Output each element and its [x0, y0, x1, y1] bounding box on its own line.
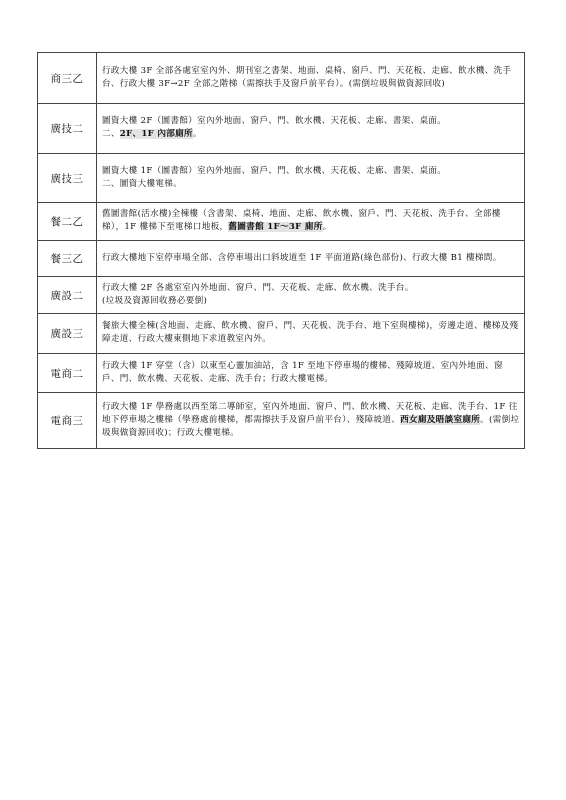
area-text: 圖資大樓 1F（圖書館）室內外地面、窗戶、門、飲水機、天花板、走廊、書架、桌面。 [102, 165, 447, 176]
area-text-segment: 舊圖書館(活水樓)全棟樓（含書架、桌椅、地面、走廊、飲水機、窗戶、門、天花板、洗手台、全部樓梯），1F 樓梯下至電梯口地板， [102, 209, 501, 232]
area-text: (垃圾及資源回收務必要倒) [102, 295, 208, 306]
area-text: 圖資大樓 2F（圖書館）室內外地面、窗戶、門、飲水機、天花板、走廊、書架、桌面。 [102, 116, 447, 126]
area-text [102, 208, 520, 234]
class-name-cell: 餐三乙 [38, 241, 97, 277]
assigned-area-cell [97, 314, 525, 354]
class-name-cell: 商三乙 [38, 53, 97, 104]
assigned-area-cell [97, 104, 525, 154]
highlighted-restroom-text: 2F、1F 內部廁所 [119, 129, 193, 139]
table-row [38, 277, 525, 314]
area-text-segment: 。 [322, 222, 332, 232]
table-row [38, 203, 525, 241]
highlighted-restroom-text: 舊圖書館 1F～3F 廁所 [228, 222, 323, 232]
area-text [102, 128, 520, 141]
area-text: 行政大樓地下室停車場全部、含停車場出口斜坡道至 1F 平面道路(綠色部份)、行政大樓 B1 樓梯間。 [102, 252, 502, 263]
assigned-area-cell [97, 241, 525, 277]
assigned-area-cell [97, 277, 525, 314]
table-row [38, 154, 525, 203]
area-text: 行政大樓 3F 全部各處室室內外、期刊室之書架、地面、桌椅、窗戶、門、天花板、走廊、飲水機、洗手台、行政大樓 3F→2F 全部之階梯（需擦扶手及窗戶前平台）。(需倒垃圾與做資源回收) [102, 65, 512, 89]
class-name-cell: 電商二 [38, 354, 97, 393]
class-name-cell: 電商三 [38, 393, 97, 449]
area-text: 二、圖資大樓電梯。 [102, 178, 183, 189]
cleaning-assignment-table [37, 52, 525, 449]
table-row [38, 104, 525, 154]
class-name-cell: 廣設三 [38, 314, 97, 354]
table-row [38, 53, 525, 104]
assigned-area-cell [97, 203, 525, 241]
assigned-area-cell [97, 354, 525, 393]
table-row [38, 241, 525, 277]
assigned-area-cell [97, 393, 525, 449]
assigned-area-cell [97, 154, 525, 203]
area-text-segment: 行政大樓 1F 學務處以西至第二導師室，室內外地面、窗戶、門、飲水機、天花板、走廊、洗手台、1F 往地下停車場之樓梯（學務處前樓梯，都需擦扶手及窗戶前平台）、殘障坡道、 [102, 401, 518, 425]
table-row [38, 314, 525, 354]
area-text: 行政大樓 2F 各處室室內外地面、窗戶、門、天花板、走廊、飲水機、洗手台。 [102, 282, 414, 293]
class-name-cell: 廣設二 [38, 277, 97, 314]
area-text: 行政大樓 1F 穿堂（含）以東至心靈加油站，含 1F 至地下停車場的樓梯、殘障坡道、室內外地面、窗戶、門、飲水機、天花板、走廊、洗手台；行政大樓電梯。 [102, 360, 503, 384]
class-name-cell: 餐二乙 [38, 203, 97, 241]
area-text-segment: 二、 [102, 129, 120, 139]
table-row [38, 393, 525, 449]
area-text-segment: 。(需倒垃圾與做資源回收)；行政大樓電梯。 [102, 414, 520, 438]
highlighted-restroom-text: 西女廁及晤談室廁所 [400, 414, 481, 425]
assigned-area-cell [97, 53, 525, 104]
area-text-segment: 。 [192, 129, 202, 139]
class-name-cell: 廣技三 [38, 154, 97, 203]
area-text: 餐旅大樓全棟(含地面、走廊、飲水機、窗戶、門、天花板、洗手台、地下室與樓梯)，旁邊走道、樓梯及殘障走道、行政大樓東側地下求道教室內外。 [102, 321, 519, 344]
class-name-cell: 廣技二 [38, 104, 97, 154]
area-text [102, 401, 520, 440]
table-row [38, 354, 525, 393]
